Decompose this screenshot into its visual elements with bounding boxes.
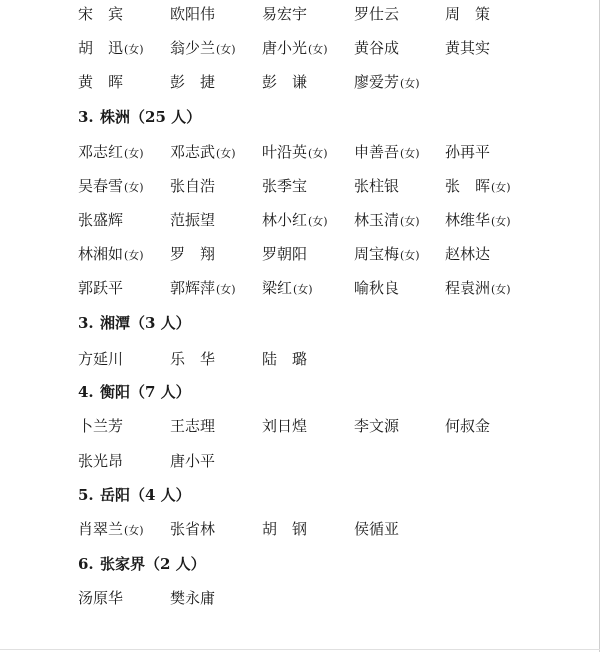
person-name <box>445 242 490 266</box>
person-name <box>78 70 123 94</box>
female-marker: (女) <box>400 77 420 90</box>
section-heading <box>78 312 191 334</box>
female-marker: (女) <box>308 147 328 160</box>
name-row <box>78 517 578 541</box>
person-name <box>262 276 313 302</box>
person-name <box>170 414 215 438</box>
section-number: 5. <box>78 486 94 504</box>
person-name-text: 卜兰芳 <box>78 417 124 435</box>
person-name <box>445 2 490 26</box>
person-name-text: 张自浩 <box>170 177 216 195</box>
name-row <box>78 208 578 232</box>
person-name-text: 翁少兰 <box>170 39 216 57</box>
person-name-text: 陆 璐 <box>262 350 308 368</box>
female-marker: (女) <box>216 283 236 296</box>
person-name-text: 胡 迅 <box>78 39 124 57</box>
person-name <box>445 414 490 438</box>
person-name <box>354 414 399 438</box>
person-name <box>78 36 144 62</box>
section-number: 3. <box>78 314 94 332</box>
person-name-text: 周 策 <box>445 5 491 23</box>
person-name-text: 李文源 <box>354 417 400 435</box>
person-name <box>354 70 420 96</box>
section-count: （3 人） <box>130 314 191 332</box>
name-row <box>78 586 578 610</box>
person-name-text: 唐小平 <box>170 452 216 470</box>
person-name-text: 刘日煌 <box>262 417 308 435</box>
person-name <box>354 2 399 26</box>
person-name-text: 赵林达 <box>445 245 491 263</box>
person-name <box>445 174 511 200</box>
female-marker: (女) <box>293 283 313 296</box>
section-count: （7 人） <box>130 383 191 401</box>
person-name-text: 林玉清 <box>354 211 400 229</box>
person-name-text: 汤原华 <box>78 589 124 607</box>
name-row <box>78 347 578 371</box>
person-name <box>170 140 236 166</box>
person-name <box>354 242 420 268</box>
person-name <box>262 347 307 371</box>
name-row <box>78 242 578 266</box>
person-name-text: 孙再平 <box>445 143 491 161</box>
person-name-text: 罗仕云 <box>354 5 400 23</box>
person-name-text: 彭 谦 <box>262 73 308 91</box>
person-name <box>354 208 420 234</box>
female-marker: (女) <box>124 249 144 262</box>
person-name-text: 张光昂 <box>78 452 124 470</box>
person-name <box>262 70 307 94</box>
name-row <box>78 449 578 473</box>
person-name-text: 方延川 <box>78 350 124 368</box>
person-name-text: 周宝梅 <box>354 245 400 263</box>
section-title: 岳阳 <box>100 486 131 504</box>
person-name <box>354 36 399 60</box>
person-name-text: 张柱银 <box>354 177 400 195</box>
person-name-text: 程袁洲 <box>445 279 491 297</box>
person-name-text: 张 晖 <box>445 177 491 195</box>
person-name-text: 郭辉萍 <box>170 279 216 297</box>
person-name-text: 罗朝阳 <box>262 245 308 263</box>
female-marker: (女) <box>491 215 511 228</box>
person-name <box>78 449 123 473</box>
female-marker: (女) <box>400 215 420 228</box>
person-name <box>78 2 123 26</box>
person-name-text: 樊永庸 <box>170 589 216 607</box>
person-name-text: 郭跃平 <box>78 279 124 297</box>
person-name-text: 廖爱芳 <box>354 73 400 91</box>
name-row <box>78 2 578 26</box>
name-row <box>78 70 578 94</box>
person-name-text: 张省林 <box>170 520 216 538</box>
person-name-text: 乐 华 <box>170 350 216 368</box>
female-marker: (女) <box>400 147 420 160</box>
person-name <box>170 174 215 198</box>
person-name <box>170 242 215 266</box>
female-marker: (女) <box>124 181 144 194</box>
section-number: 6. <box>78 555 94 573</box>
person-name <box>262 208 328 234</box>
person-name <box>262 174 307 198</box>
person-name <box>262 414 307 438</box>
person-name <box>262 517 307 541</box>
person-name <box>170 517 215 541</box>
section-heading <box>78 484 191 506</box>
section-title: 株洲 <box>100 108 131 126</box>
person-name-text: 邓志武 <box>170 143 216 161</box>
person-name <box>354 276 399 300</box>
person-name <box>170 2 215 26</box>
name-row <box>78 140 578 164</box>
person-name-text: 黄 晖 <box>78 73 124 91</box>
person-name-text: 何叔金 <box>445 417 491 435</box>
person-name-text: 唐小光 <box>262 39 308 57</box>
person-name <box>78 208 123 232</box>
person-name-text: 彭 捷 <box>170 73 216 91</box>
person-name-text: 范振望 <box>170 211 216 229</box>
section-count: （2 人） <box>145 555 206 573</box>
person-name-text: 易宏宇 <box>262 5 308 23</box>
person-name <box>262 140 328 166</box>
person-name <box>170 70 215 94</box>
female-marker: (女) <box>400 249 420 262</box>
person-name <box>170 449 215 473</box>
name-row <box>78 36 578 60</box>
person-name-text: 罗 翔 <box>170 245 216 263</box>
person-name-text: 王志理 <box>170 417 216 435</box>
female-marker: (女) <box>491 283 511 296</box>
person-name-text: 林湘如 <box>78 245 124 263</box>
person-name-text: 张盛辉 <box>78 211 124 229</box>
female-marker: (女) <box>308 43 328 56</box>
person-name <box>78 174 144 200</box>
person-name <box>354 517 399 541</box>
person-name-text: 黄其实 <box>445 39 491 57</box>
person-name <box>78 242 144 268</box>
person-name-text: 张季宝 <box>262 177 308 195</box>
female-marker: (女) <box>216 43 236 56</box>
section-number: 4. <box>78 383 94 401</box>
person-name <box>262 2 307 26</box>
name-row <box>78 276 578 300</box>
section-count: （25 人） <box>130 108 202 126</box>
person-name-text: 肖翠兰 <box>78 520 124 538</box>
person-name <box>170 36 236 62</box>
person-name <box>170 208 215 232</box>
person-name-text: 喻秋良 <box>354 279 400 297</box>
person-name <box>170 276 236 302</box>
person-name-text: 欧阳伟 <box>170 5 216 23</box>
person-name <box>262 36 328 62</box>
person-name-text: 申善吾 <box>354 143 400 161</box>
person-name <box>78 517 144 543</box>
female-marker: (女) <box>216 147 236 160</box>
person-name-text: 叶沿英 <box>262 143 308 161</box>
person-name-text: 侯循亚 <box>354 520 400 538</box>
person-name <box>445 208 511 234</box>
person-name <box>78 347 123 371</box>
section-number: 3. <box>78 108 94 126</box>
person-name <box>78 414 123 438</box>
female-marker: (女) <box>491 181 511 194</box>
person-name-text: 林小红 <box>262 211 308 229</box>
person-name-text: 胡 钢 <box>262 520 308 538</box>
person-name-text: 宋 宾 <box>78 5 124 23</box>
section-count: （4 人） <box>130 486 191 504</box>
section-title: 衡阳 <box>100 383 131 401</box>
person-name <box>445 276 511 302</box>
page-bottom-divider <box>0 649 600 650</box>
female-marker: (女) <box>124 524 144 537</box>
person-name-text: 黄谷成 <box>354 39 400 57</box>
person-name-text: 邓志红 <box>78 143 124 161</box>
section-title: 湘潭 <box>100 314 131 332</box>
person-name <box>78 140 144 166</box>
section-heading <box>78 381 191 403</box>
person-name <box>262 242 307 266</box>
name-row <box>78 174 578 198</box>
section-title: 张家界 <box>100 555 146 573</box>
section-heading <box>78 553 206 575</box>
person-name <box>170 586 215 610</box>
name-row <box>78 414 578 438</box>
person-name-text: 梁红 <box>262 279 293 297</box>
person-name <box>170 347 215 371</box>
female-marker: (女) <box>124 43 144 56</box>
female-marker: (女) <box>124 147 144 160</box>
section-heading <box>78 106 201 128</box>
person-name-text: 吴春雪 <box>78 177 124 195</box>
female-marker: (女) <box>308 215 328 228</box>
person-name <box>78 276 123 300</box>
person-name <box>445 140 490 164</box>
person-name-text: 林维华 <box>445 211 491 229</box>
person-name <box>445 36 490 60</box>
person-name <box>78 586 123 610</box>
person-name <box>354 140 420 166</box>
person-name <box>354 174 399 198</box>
